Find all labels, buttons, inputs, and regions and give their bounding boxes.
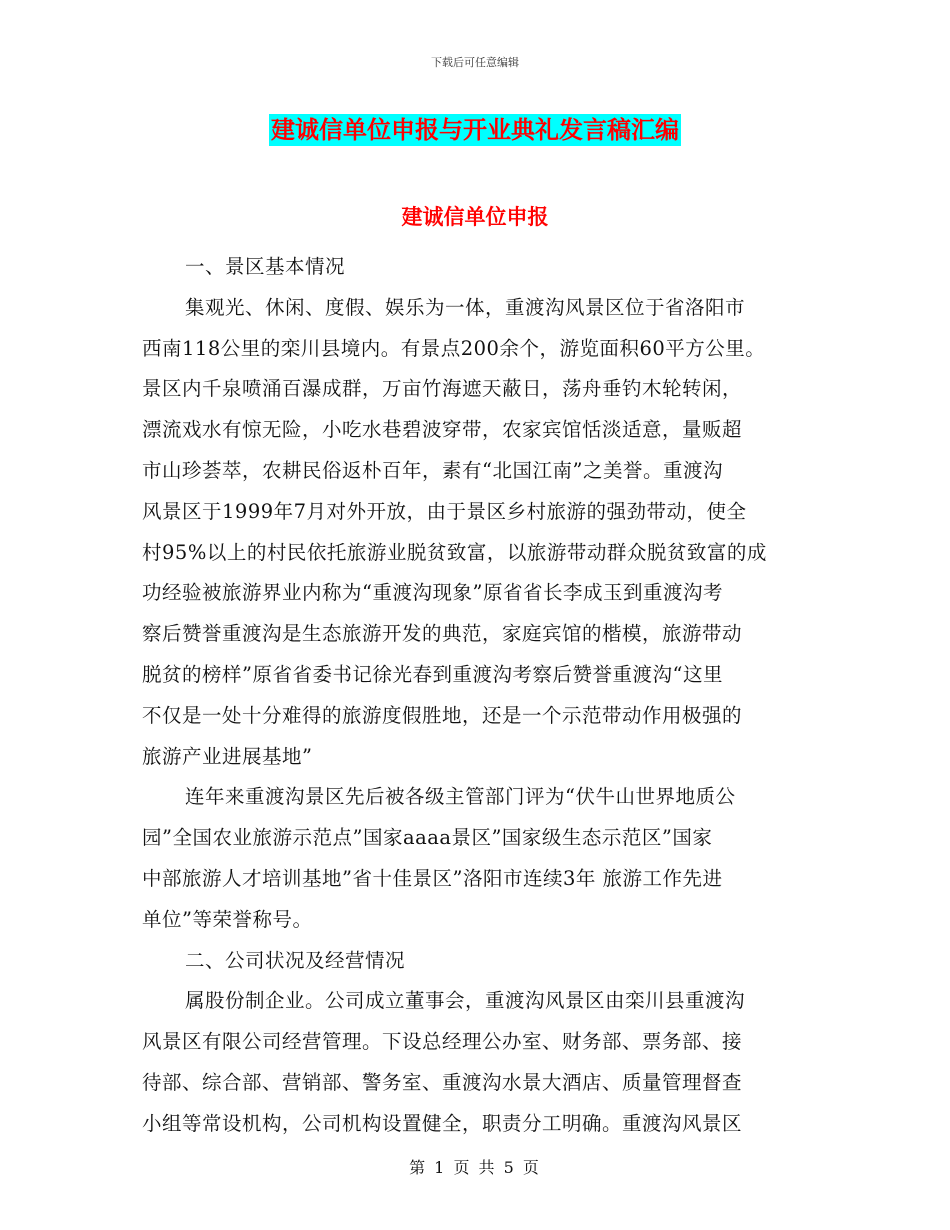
paragraph-line: 小组等常设机构，公司机构设置健全，职责分工明确。重渡沟风景区 (142, 1111, 743, 1135)
paragraph-line: 属股份制企业。公司成立董事会，重渡沟风景区由栾川县重渡沟 (185, 989, 746, 1013)
paragraph-line: 不仅是一处十分难得的旅游度假胜地，还是一个示范带动作用极强的 (142, 703, 743, 727)
body-text (142, 247, 812, 1145)
paragraph-line: 连年来重渡沟景区先后被各级主管部门评为“伏牛山世界地质公 (185, 785, 736, 809)
paragraph-line: 单位”等荣誉称号。 (142, 907, 313, 931)
main-title-wrap (0, 114, 950, 146)
paragraph-line: 旅游产业进展基地” (142, 744, 313, 768)
paragraph-line: 察后赞誉重渡沟是生态旅游开发的典范，家庭宾馆的楷模，旅游带动 (142, 622, 743, 646)
paragraph-line: 村95%以上的村民依托旅游业脱贫致富，以旅游带动群众脱贫致富的成 (142, 540, 767, 564)
paragraph-line: 园”全国农业旅游示范点”国家aaaa景区”国家级生态示范区”国家 (142, 826, 713, 850)
paragraph-line: 漂流戏水有惊无险，小吃水巷碧波穿带，农家宾馆恬淡适意，量贩超 (142, 418, 743, 442)
header-note: 下载后可任意编辑 (431, 56, 519, 69)
paragraph-line: 西南118公里的栾川县境内。有景点200余个，游览面积60平方公里。 (142, 336, 766, 360)
heading-line: 二、公司状况及经营情况 (185, 948, 406, 972)
paragraph-line: 待部、综合部、营销部、警务室、重渡沟水景大酒店、质量管理督查 (142, 1070, 743, 1094)
paragraph-line: 风景区于1999年7月对外开放，由于景区乡村旅游的强劲带动，使全 (142, 499, 747, 523)
section-title: 建诚信单位申报 (401, 205, 549, 229)
main-title: 建诚信单位申报与开业典礼发言稿汇编 (271, 116, 679, 144)
heading-line: 一、景区基本情况 (185, 255, 346, 278)
page-number: 第 1 页 共 5 页 (409, 1158, 541, 1177)
paragraph-line: 功经验被旅游界业内称为“重渡沟现象”原省省长李成玉到重渡沟考 (142, 581, 723, 605)
paragraph-line: 景区内千泉喷涌百瀑成群，万亩竹海遮天蔽日，荡舟垂钓木轮转闲， (142, 377, 743, 401)
paragraph-line: 市山珍荟萃，农耕民俗返朴百年，素有“北国江南”之美誉。重渡沟 (142, 458, 723, 482)
paragraph-line: 集观光、休闲、度假、娱乐为一体，重渡沟风景区位于省洛阳市 (185, 295, 746, 319)
paragraph-line: 中部旅游人才培训基地”省十佳景区”洛阳市连续3年 旅游工作先进 (142, 866, 723, 890)
paragraph-line: 脱贫的榜样”原省省委书记徐光春到重渡沟考察后赞誉重渡沟“这里 (142, 662, 723, 686)
paragraph-line: 风景区有限公司经营管理。下设总经理公办室、财务部、票务部、接 (142, 1030, 743, 1054)
